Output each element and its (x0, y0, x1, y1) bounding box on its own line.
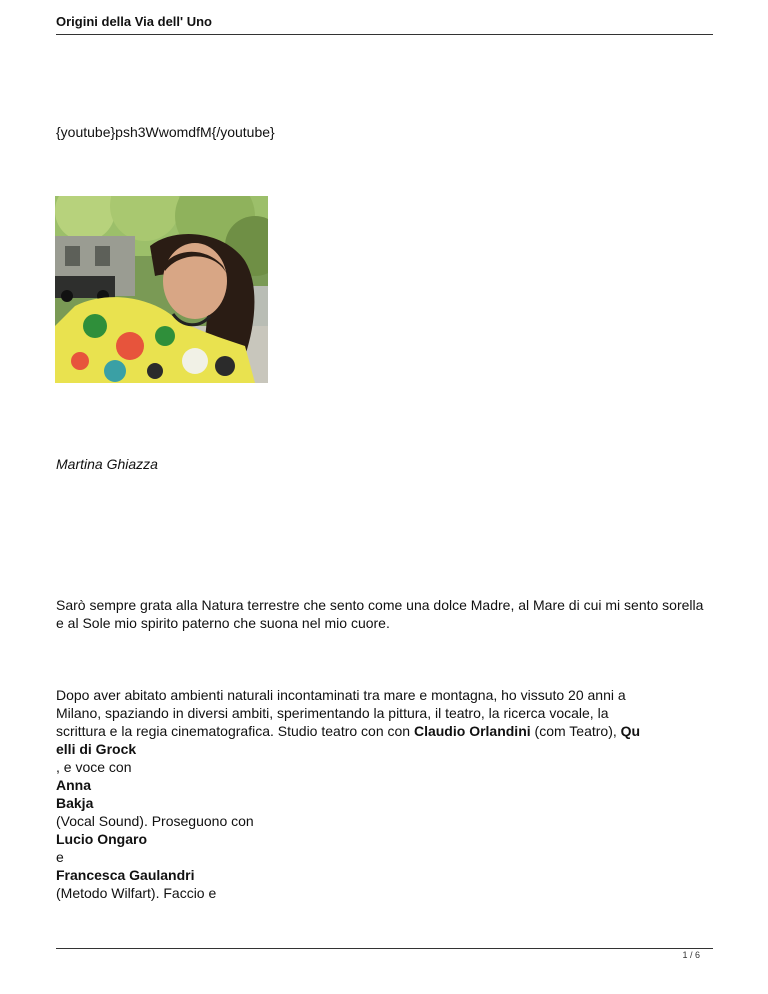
bio-line: e (56, 849, 64, 865)
bio-name: Qu (620, 723, 641, 739)
bio-name: Claudio Orlandini (413, 723, 531, 739)
page-number: 1 / 6 (682, 950, 700, 960)
youtube-embed-code: {youtube}psh3WwomdfM{/youtube} (56, 124, 275, 140)
portrait-photo (55, 196, 268, 383)
bio-name: Bakja (56, 795, 94, 811)
header-divider (56, 34, 713, 35)
bio-name: Anna (56, 777, 91, 793)
page-header-title: Origini della Via dell' Uno (56, 14, 212, 29)
photo-caption: Martina Ghiazza (56, 456, 158, 472)
bio-name: Lucio Ongaro (56, 831, 147, 847)
bio-line: (com Teatro), (530, 723, 621, 739)
bio-paragraph (56, 686, 712, 902)
bio-line: , e voce con (56, 759, 132, 775)
bio-line: (Vocal Sound). Proseguono con (56, 813, 254, 829)
bio-line: scrittura e la regia cinematografica. Studio teatro con con (56, 723, 414, 739)
intro-paragraph: Sarò sempre grata alla Natura terrestre che sento come una dolce Madre, al Mare di cui mi sento sorella e al Sole mio spirito paterno che suona nel mio cuore. (56, 597, 704, 631)
bio-line: Milano, spaziando in diversi ambiti, sperimentando la pittura, il teatro, la ricerca vocale, la (56, 705, 609, 721)
bio-line: Dopo aver abitato ambienti naturali incontaminati tra mare e montagna, ho vissuto 20 anni a (56, 687, 626, 703)
bio-name: elli di Grock (56, 741, 137, 757)
bio-line: (Metodo Wilfart). Faccio e (56, 885, 217, 901)
footer-divider (56, 948, 713, 949)
bio-name: Francesca Gaulandri (56, 867, 195, 883)
